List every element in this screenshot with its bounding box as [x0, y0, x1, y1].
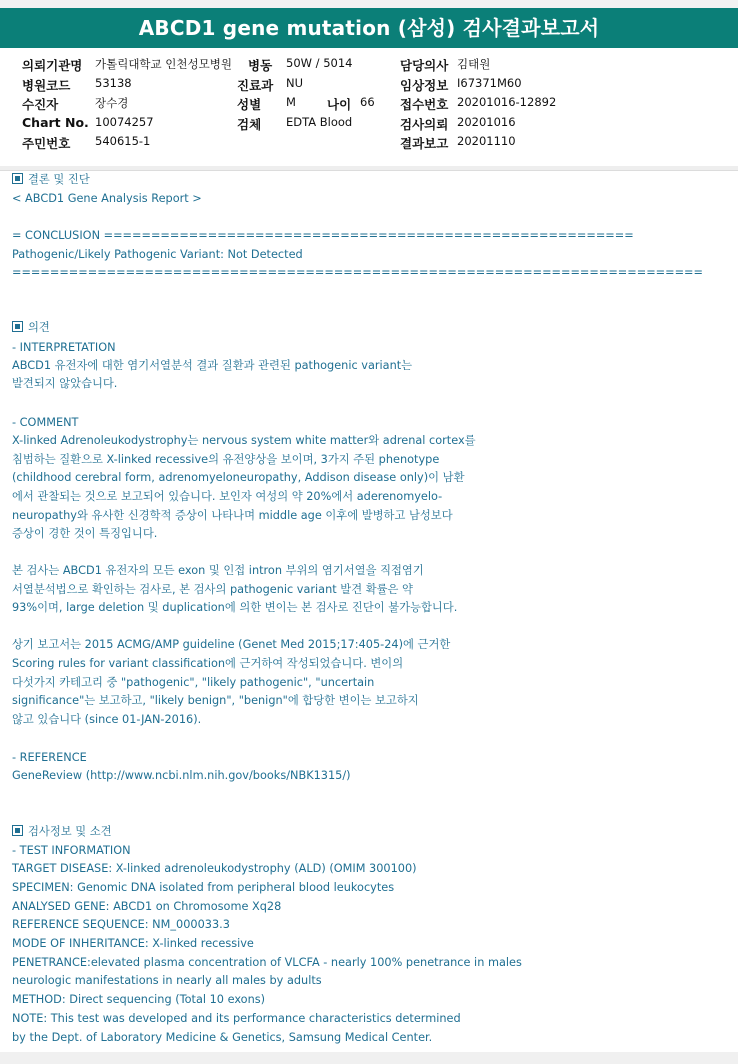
report-line: 증상이 경한 것이 특징입니다. [12, 527, 158, 540]
report-line: 다섯가지 카테고리 중 "pathogenic", "likely pathogenic", "uncertain [12, 676, 375, 689]
report-line: - REFERENCE [12, 751, 87, 764]
report-line: < ABCD1 Gene Analysis Report > [12, 192, 202, 205]
report-line: ABCD1 유전자에 대한 염기서열분석 결과 질환과 관련된 pathogenic variant는 [12, 359, 413, 372]
section-title: 검사정보 및 소견 [28, 825, 112, 838]
report-line: 서열분석법으로 확인하는 검사로, 본 검사의 pathogenic variant 발견 확률은 약 [12, 583, 413, 596]
report-line: = CONCLUSION ======================================================== [12, 229, 634, 242]
label-result-report-date: 결과보고 [400, 136, 449, 151]
label-attending-physician: 담당의사 [400, 58, 449, 73]
report-line: X-linked Adrenoleukodystrophy는 nervous system white matter와 adrenal cortex를 [12, 434, 476, 447]
report-line: REFERENCE SEQUENCE: NM_000033.3 [12, 918, 230, 931]
value-age: 66 [360, 95, 375, 109]
value-clinical-info: I67371M60 [457, 76, 522, 90]
report-line: 발견되지 않았습니다. [12, 377, 118, 390]
report-line: TARGET DISEASE: X-linked adrenoleukodystrophy (ALD) (OMIM 300100) [12, 862, 417, 875]
report-line: - INTERPRETATION [12, 341, 116, 354]
report-line: significance"는 보고하고, "likely benign", "benign"에 합당한 변이는 보고하지 [12, 694, 419, 707]
value-accession-number: 20201016-12892 [457, 95, 557, 109]
section-test-info-findings [12, 825, 112, 839]
value-test-request-date: 20201016 [457, 115, 516, 129]
section-conclusion-diagnosis [12, 173, 90, 187]
report-title: ABCD1 gene mutation (삼성) 검사결과보고서 [0, 8, 738, 48]
report-body [0, 170, 738, 1064]
label-accession-number: 접수번호 [400, 97, 449, 112]
label-department: 진료과 [237, 78, 274, 93]
value-resident-number: 540615-1 [95, 134, 151, 148]
report-line: 에서 관찰되는 것으로 보고되어 있습니다. 보인자 여성의 약 20%에서 aderenomyelo- [12, 490, 443, 503]
report-line: 93%이며, large deletion 및 duplication에 의한 변이는 본 검사로 진단이 불가능합니다. [12, 601, 458, 614]
report-line: 본 검사는 ABCD1 유전자의 모든 exon 및 인접 intron 부위의 염기서열을 직접염기 [12, 564, 424, 577]
section-opinion [12, 321, 50, 335]
report-line: ANALYSED GENE: ABCD1 on Chromosome Xq28 [12, 900, 282, 913]
report-line: 않고 있습니다 (since 01-JAN-2016). [12, 713, 202, 726]
report-line: ========================================================================= [12, 266, 703, 279]
report-line: 상기 보고서는 2015 ACMG/AMP guideline (Genet Med 2015;17:405-24)에 근거한 [12, 638, 451, 651]
value-chart-no: 10074257 [95, 115, 154, 129]
report-line: PENETRANCE:elevated plasma concentration of VLCFA - nearly 100% penetrance in males [12, 956, 522, 969]
window-bottom-strip [0, 1052, 738, 1064]
label-age: 나이 [327, 97, 352, 112]
value-requesting-institution: 가톨릭대학교 인천성모병원 [95, 57, 232, 71]
label-sex: 성별 [237, 97, 262, 112]
patient-info-header [0, 48, 738, 166]
label-specimen: 검체 [237, 117, 262, 132]
label-chart-no: Chart No. [22, 115, 89, 130]
section-bullet-icon [12, 825, 23, 836]
report-line: neurologic manifestations in nearly all males by adults [12, 974, 322, 987]
report-line: - TEST INFORMATION [12, 844, 131, 857]
report-line: MODE OF INHERITANCE: X-linked recessive [12, 937, 254, 950]
label-resident-number: 주민번호 [22, 136, 71, 151]
report-line: 침범하는 질환으로 X-linked recessive의 유전양상을 보이며, 3가지 주된 phenotype [12, 453, 440, 466]
report-line: by the Dept. of Laboratory Medicine & Genetics, Samsung Medical Center. [12, 1031, 433, 1044]
section-bullet-icon [12, 173, 23, 184]
report-line: neuropathy와 유사한 신경학적 증상이 나타나며 middle age 이후에 발병하고 남성보다 [12, 509, 453, 522]
report-line: - COMMENT [12, 416, 79, 429]
report-line: SPECIMEN: Genomic DNA isolated from peripheral blood leukocytes [12, 881, 395, 894]
label-patient: 수진자 [22, 97, 59, 112]
section-title: 결론 및 진단 [28, 173, 90, 186]
label-hospital-code: 병원코드 [22, 78, 71, 93]
value-attending-physician: 김태원 [457, 57, 491, 71]
report-line: Scoring rules for variant classification에 근거하여 작성되었습니다. 변이의 [12, 657, 404, 670]
value-department: NU [286, 76, 304, 90]
value-sex: M [286, 95, 296, 109]
label-test-request-date: 검사의뢰 [400, 117, 449, 132]
label-ward: 병동 [248, 58, 273, 73]
value-hospital-code: 53138 [95, 76, 132, 90]
report-line: NOTE: This test was developed and its performance characteristics determined [12, 1012, 461, 1025]
value-result-report-date: 20201110 [457, 134, 516, 148]
label-clinical-info: 임상정보 [400, 78, 449, 93]
value-ward: 50W / 5014 [286, 56, 353, 70]
value-patient: 장수경 [95, 96, 129, 110]
section-title: 의견 [28, 321, 50, 334]
section-bullet-icon [12, 321, 23, 332]
value-specimen: EDTA Blood [286, 115, 353, 129]
report-line: (childhood cerebral form, adrenomyeloneuropathy, Addison disease only)이 남환 [12, 471, 465, 484]
report-line: Pathogenic/Likely Pathogenic Variant: Not Detected [12, 248, 303, 261]
report-line: METHOD: Direct sequencing (Total 10 exons) [12, 993, 266, 1006]
report-line: GeneReview (http://www.ncbi.nlm.nih.gov/books/NBK1315/) [12, 769, 351, 782]
label-requesting-institution: 의뢰기관명 [22, 58, 83, 73]
